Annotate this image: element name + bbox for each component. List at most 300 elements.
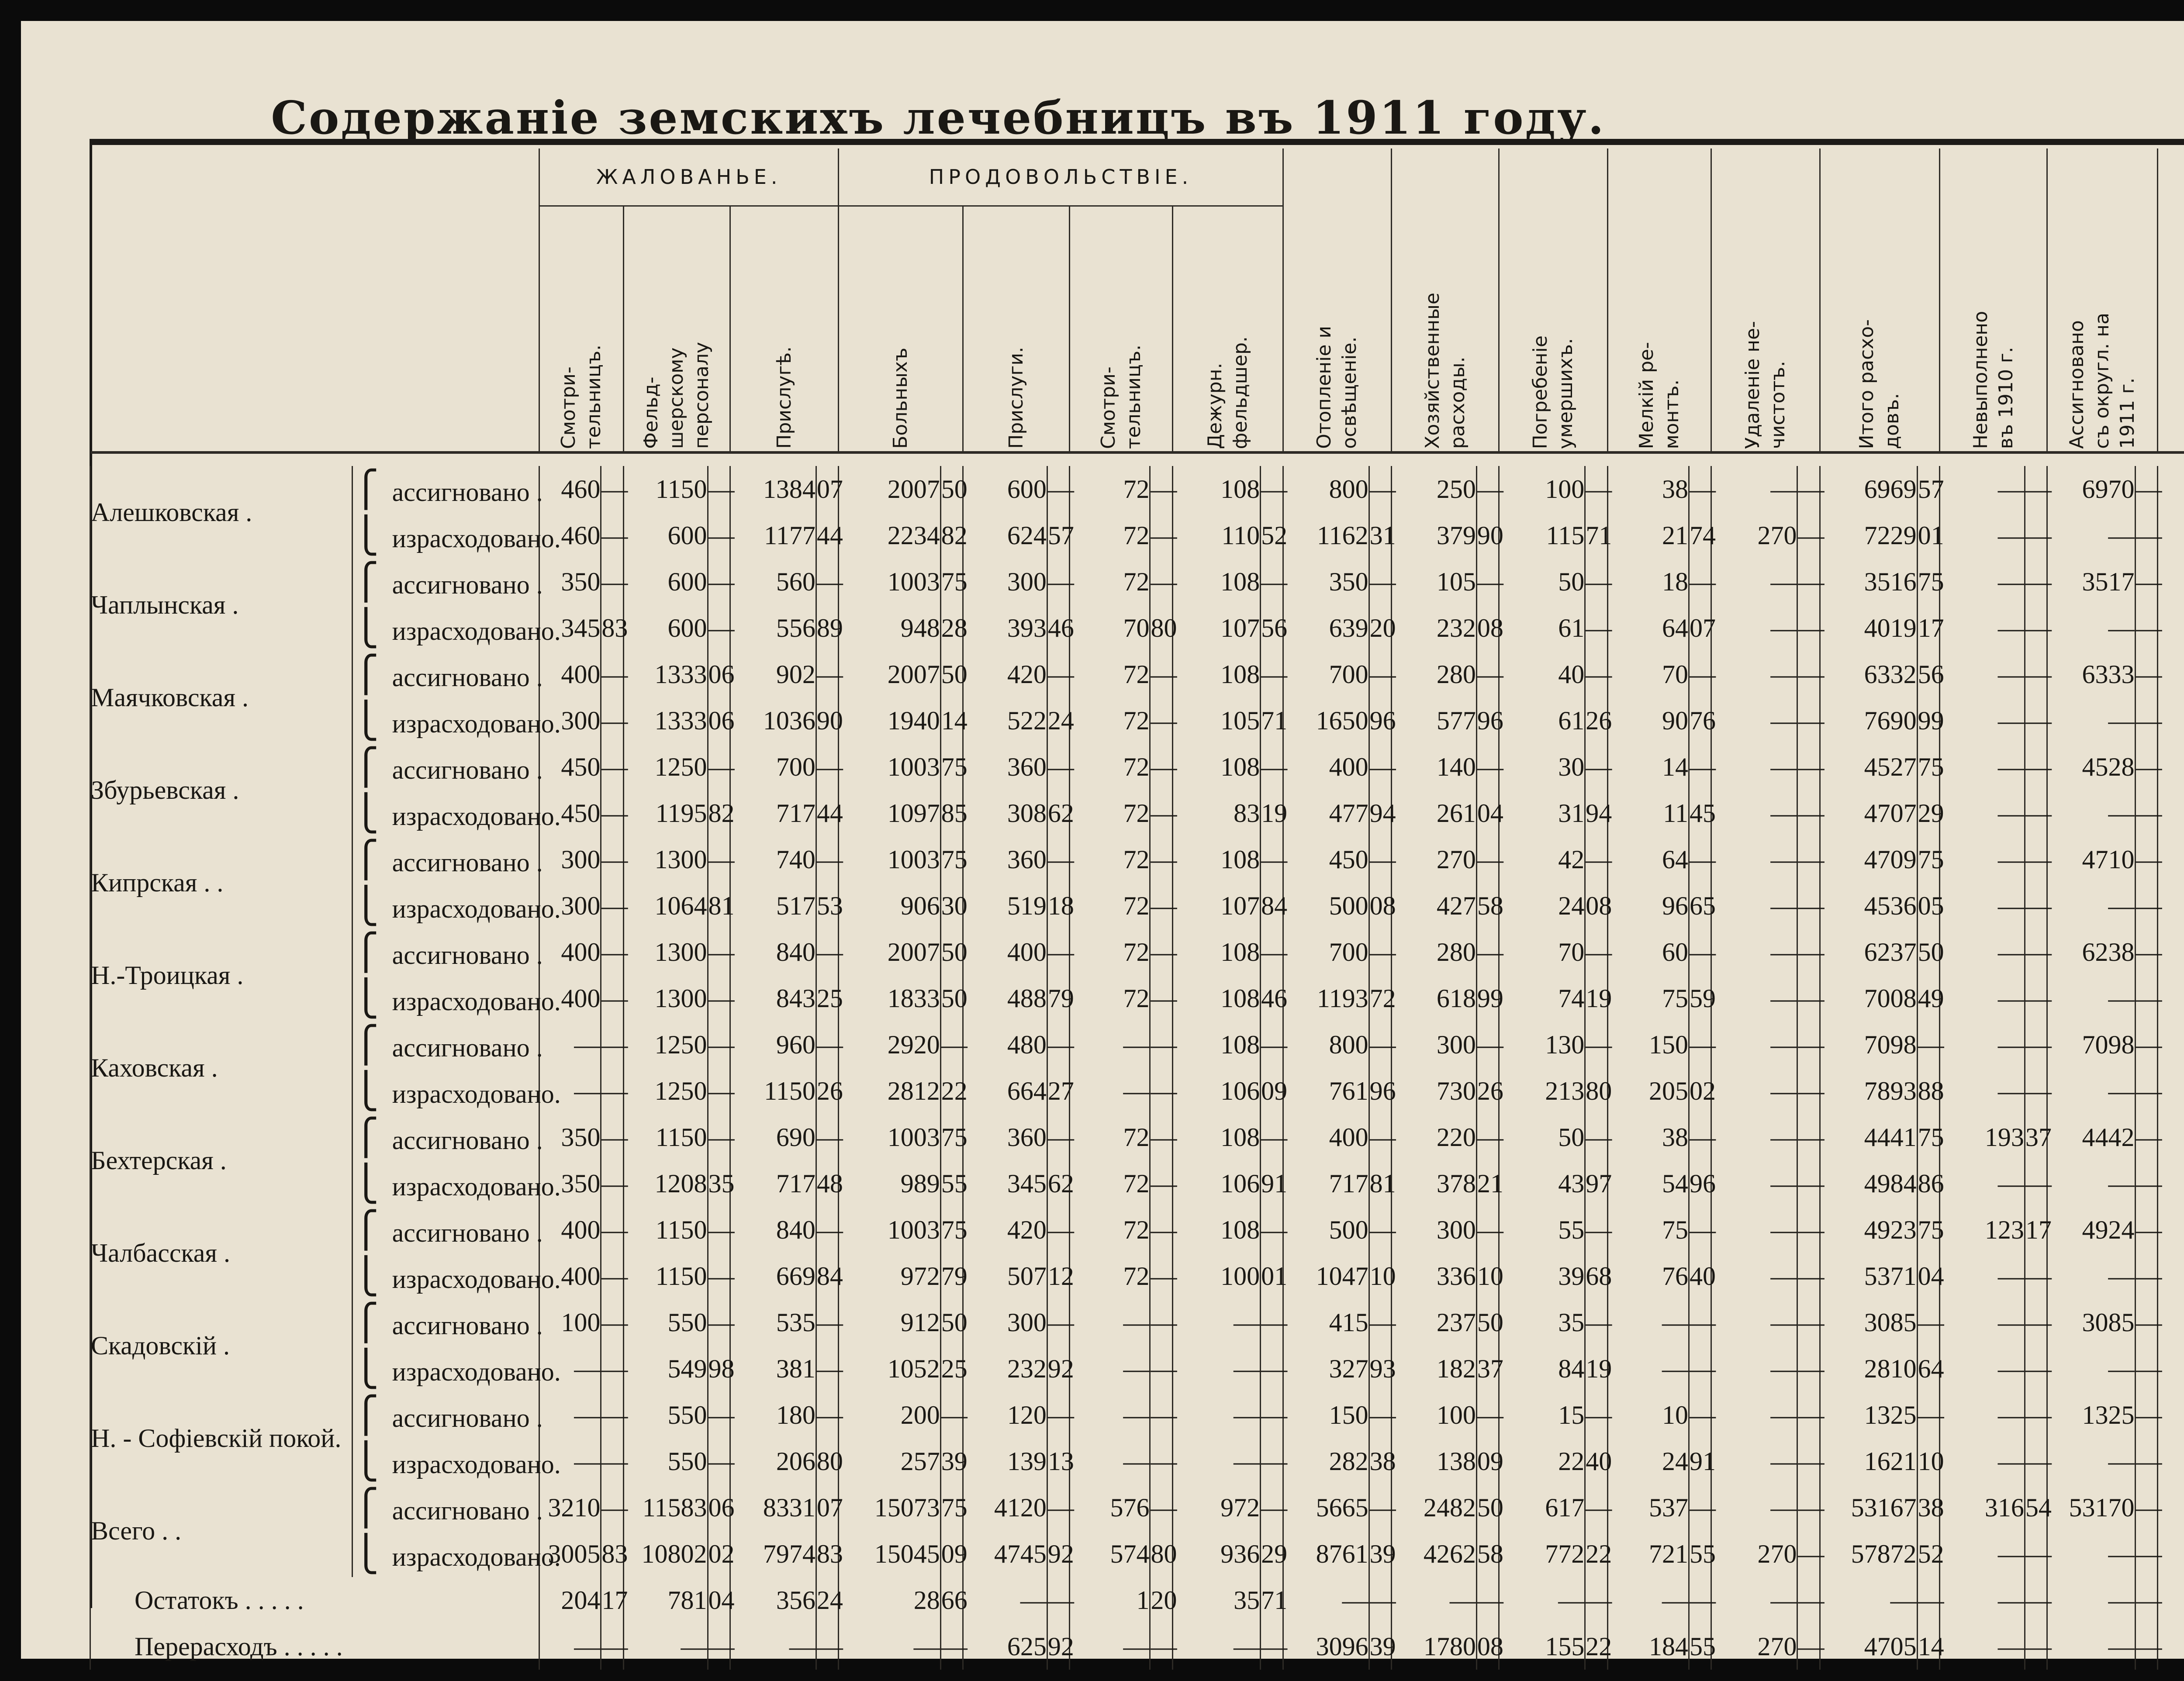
rubles-cell: — [1820, 1577, 1917, 1623]
rubles-cell: 4527 [1820, 744, 1917, 790]
kopecks-cell: — [1797, 1484, 1820, 1531]
rubles-cell: — [1070, 1022, 1150, 1068]
rubles-cell: 356 [730, 1577, 816, 1623]
kopecks-cell: 22 [1585, 1531, 1607, 1577]
kopecks-cell: — [2135, 744, 2157, 790]
kopecks-cell: 09 [1476, 1438, 1499, 1484]
kopecks-cell: — [1797, 1392, 1820, 1438]
rubles-cell: 902 [730, 651, 816, 697]
kopecks-cell: — [1689, 651, 1711, 697]
rubles-cell: 72 [1070, 790, 1150, 836]
row-type-text: ассигновано . [392, 941, 543, 970]
kopecks-cell: — [2025, 651, 2047, 697]
rubles-cell: 100 [1499, 466, 1585, 512]
kopecks-cell: — [601, 836, 623, 883]
kopecks-cell: 62 [1047, 1160, 1069, 1207]
row-type-label [352, 790, 561, 836]
kopecks-cell: 75 [940, 1207, 963, 1253]
rubles-cell: 549 [623, 1346, 708, 1392]
rubles-cell: 96 [1607, 883, 1689, 929]
kopecks-cell: — [2025, 1438, 2047, 1484]
kopecks-cell: 18 [1047, 883, 1069, 929]
kopecks-cell: — [1261, 929, 1283, 975]
column-header [839, 206, 963, 453]
rubles-cell: 3005 [539, 1531, 601, 1577]
rubles-cell: 4710 [2047, 836, 2135, 883]
table-row [90, 929, 2184, 975]
rubles-cell: 912 [839, 1299, 940, 1346]
kopecks-cell: 09 [940, 1531, 963, 1577]
rubles-cell: — [2047, 1346, 2135, 1392]
kopecks-cell: 50 [1917, 929, 1939, 975]
rubles-cell: — [1607, 1299, 1689, 1346]
rubles-cell: 700 [730, 744, 816, 790]
rubles-cell: — [1711, 1484, 1797, 1531]
rubles-cell: 35 [1172, 1577, 1260, 1623]
kopecks-cell: — [1369, 1392, 1391, 1438]
rubles-cell: 138 [1391, 1438, 1476, 1484]
rubles-cell: — [2047, 605, 2135, 651]
kopecks-cell: — [708, 744, 730, 790]
kopecks-cell: — [1369, 1484, 1391, 1531]
kopecks-cell: — [708, 1207, 730, 1253]
kopecks-cell: 93 [1369, 1346, 1391, 1392]
kopecks-cell: — [2025, 744, 2047, 790]
rubles-cell: 522 [963, 697, 1047, 744]
rubles-cell: 1177 [730, 512, 816, 559]
rubles-cell: — [539, 1022, 601, 1068]
kopecks-cell: 26 [816, 1068, 838, 1114]
kopecks-cell: 10 [1917, 1438, 1939, 1484]
kopecks-cell: — [2135, 1299, 2157, 1346]
kopecks-cell: — [1585, 1577, 1607, 1623]
kopecks-cell: — [1797, 975, 1820, 1022]
rubles-cell: — [1070, 1438, 1150, 1484]
rubles-cell: 460 [539, 466, 601, 512]
kopecks-cell: — [1797, 744, 1820, 790]
kopecks-cell: 25 [816, 975, 838, 1022]
kopecks-cell: — [1797, 1623, 1820, 1670]
rubles-cell: 15045 [839, 1531, 940, 1577]
rubles-cell: 4536 [1820, 883, 1917, 929]
kopecks-cell: 08 [1476, 605, 1499, 651]
kopecks-cell: — [1150, 929, 1172, 975]
kopecks-cell: — [1797, 1438, 1820, 1484]
rubles-cell: 4019 [1820, 605, 1917, 651]
row-type-text: израсходовано. [392, 1450, 561, 1479]
table-row [90, 1207, 2184, 1253]
rubles-cell: — [1939, 1022, 2025, 1068]
column-header [2047, 148, 2158, 452]
kopecks-cell: 39 [940, 1438, 963, 1484]
rubles-cell: 400 [539, 1207, 601, 1253]
rubles-cell: 72 [1070, 697, 1150, 744]
kopecks-cell: — [1797, 1068, 1820, 1114]
kopecks-cell: — [1047, 1207, 1069, 1253]
kopecks-cell: — [1150, 883, 1172, 929]
rubles-cell: 72 [1070, 651, 1150, 697]
column-header-label: Смотри- тельницъ. [557, 344, 605, 449]
rubles-cell: 40 [1499, 651, 1585, 697]
rubles-cell: — [1939, 975, 2025, 1022]
rubles-cell: 1193 [1283, 975, 1369, 1022]
rubles-cell: 517 [730, 883, 816, 929]
kopecks-cell: — [1476, 466, 1499, 512]
kopecks-cell: — [1150, 1207, 1172, 1253]
rubles-cell: 1384 [730, 466, 816, 512]
rubles-cell: 35 [1499, 1299, 1585, 1346]
kopecks-cell: 62 [1047, 790, 1069, 836]
rubles-cell: 1150 [730, 1068, 816, 1114]
rubles-cell: 4707 [1820, 790, 1917, 836]
summary-row [90, 1623, 2184, 1670]
table-row [90, 1299, 2184, 1346]
kopecks-cell: — [1797, 1022, 1820, 1068]
rubles-cell: 840 [730, 929, 816, 975]
column-header [1939, 148, 2047, 452]
rubles-cell: 1162 [1283, 512, 1369, 559]
row-type-text: израсходовано. [392, 987, 561, 1016]
kopecks-cell: 89 [816, 605, 838, 651]
rubles-cell: — [1939, 697, 2025, 744]
kopecks-cell: — [816, 1346, 838, 1392]
rubles-cell: — [730, 1623, 816, 1670]
table-row [90, 1068, 2184, 1114]
table-row [90, 1531, 2184, 1577]
kopecks-cell: — [1797, 466, 1820, 512]
summary-row [90, 1577, 2184, 1623]
kopecks-cell: — [1585, 836, 1607, 883]
kopecks-cell: — [1797, 1207, 1820, 1253]
row-type-label [352, 1207, 543, 1253]
rubles-cell: — [1711, 883, 1797, 929]
kopecks-cell: — [1797, 697, 1820, 744]
rubles-cell: — [1172, 1299, 1260, 1346]
kopecks-cell: — [1797, 559, 1820, 605]
kopecks-cell: 44 [816, 512, 838, 559]
kopecks-cell: — [816, 1022, 838, 1068]
kopecks-cell: — [708, 512, 730, 559]
rubles-cell: 624 [963, 512, 1047, 559]
kopecks-cell: — [1689, 1577, 1711, 1623]
kopecks-cell: — [601, 466, 623, 512]
column-header [2157, 148, 2184, 452]
kopecks-cell: — [1369, 1577, 1391, 1623]
kopecks-cell: — [1797, 836, 1820, 883]
kopecks-cell: 52 [1261, 512, 1283, 559]
rubles-cell: — [2047, 1577, 2135, 1623]
rubles-cell: 300 [539, 883, 601, 929]
kopecks-cell: — [1689, 744, 1711, 790]
rubles-cell: 1195 [623, 790, 708, 836]
column-header-label: Фельд- шерскому персоналу [640, 342, 713, 449]
kopecks-cell: 75 [940, 1114, 963, 1160]
rubles-cell: 1650 [1283, 697, 1369, 744]
rubles-cell: 600 [623, 512, 708, 559]
kopecks-cell: — [2135, 1392, 2157, 1438]
column-header-label: Невыполнено въ 1910 г. [1969, 311, 2017, 449]
rubles-cell: 577 [1391, 697, 1476, 744]
kopecks-cell: — [1797, 1160, 1820, 1207]
column-header [1820, 148, 1939, 452]
rubles-cell: 700 [1283, 651, 1369, 697]
rubles-cell: 450 [539, 790, 601, 836]
rubles-cell: 50 [1499, 559, 1585, 605]
brace-icon: ⎩ [352, 1443, 379, 1481]
kopecks-cell: — [601, 512, 623, 559]
rubles-cell: 72 [1070, 883, 1150, 929]
column-header [1607, 148, 1711, 452]
rubles-cell: 232 [963, 1346, 1047, 1392]
rubles-cell: 64 [1607, 836, 1689, 883]
kopecks-cell: — [2135, 883, 2157, 929]
kopecks-cell: 10 [1369, 1253, 1391, 1299]
rubles-cell: — [2047, 697, 2135, 744]
rubles-cell: — [539, 1438, 601, 1484]
kopecks-cell: — [1047, 1299, 1069, 1346]
kopecks-cell: 08 [1369, 883, 1391, 929]
kopecks-cell: — [1047, 929, 1069, 975]
table-row [90, 790, 2184, 836]
kopecks-cell: 68 [1585, 1253, 1607, 1299]
kopecks-cell: — [1150, 1299, 1172, 1346]
kopecks-cell: 66 [940, 1577, 963, 1623]
rubles-cell: — [1711, 1068, 1797, 1114]
kopecks-cell: — [816, 1392, 838, 1438]
rubles-cell: 300 [963, 1299, 1047, 1346]
rubles-cell: 772 [1499, 1531, 1585, 1577]
kopecks-cell: — [1150, 559, 1172, 605]
kopecks-cell: — [601, 1392, 623, 1438]
rubles-cell: 1064 [623, 883, 708, 929]
column-header [963, 206, 1070, 453]
rubles-cell: — [1939, 1068, 2025, 1114]
kopecks-cell: — [1150, 1623, 1172, 1670]
kopecks-cell: 19 [1585, 975, 1607, 1022]
rubles-cell: 4924 [2047, 1207, 2135, 1253]
kopecks-cell: 04 [1476, 790, 1499, 836]
kopecks-cell: 86 [1917, 1160, 1939, 1207]
rubles-cell: 1150 [623, 1253, 708, 1299]
kopecks-cell: — [1917, 1299, 1939, 1346]
rubles-cell: 115 [1499, 512, 1585, 559]
rubles-cell: 3210 [539, 1484, 601, 1531]
rubles-cell: 75 [1607, 975, 1689, 1022]
rubles-cell: — [2047, 975, 2135, 1022]
column-header [1070, 206, 1173, 453]
kopecks-cell: 94 [1585, 790, 1607, 836]
table-row [90, 836, 2184, 883]
kopecks-cell: 48 [816, 1160, 838, 1207]
kopecks-cell: — [1689, 1392, 1711, 1438]
rubles-cell: 1150 [623, 1114, 708, 1160]
kopecks-cell: 21 [1476, 1160, 1499, 1207]
kopecks-cell: 44 [816, 790, 838, 836]
kopecks-cell: — [1369, 1207, 1391, 1253]
brace-icon: ⎧ [352, 1118, 379, 1157]
rubles-cell: 800 [1283, 466, 1369, 512]
rubles-cell: 205 [1607, 1068, 1689, 1114]
rubles-cell: 70 [1607, 651, 1689, 697]
row-type-label [352, 744, 543, 790]
brace-icon: ⎧ [352, 1211, 379, 1250]
kopecks-cell: — [1047, 1484, 1069, 1531]
row-type-text: ассигновано . [392, 1033, 543, 1062]
kopecks-cell: 19 [1261, 790, 1283, 836]
rubles-cell: 1940 [839, 697, 940, 744]
rubles-cell: — [539, 1623, 601, 1670]
kopecks-cell: — [2135, 1484, 2157, 1531]
kopecks-cell: — [2135, 1346, 2157, 1392]
rubles-cell: — [1939, 651, 2025, 697]
kopecks-cell: 79 [940, 1253, 963, 1299]
brace-icon: ⎧ [352, 1026, 379, 1064]
rubles-cell: 206 [730, 1438, 816, 1484]
rubles-cell: 669 [730, 1253, 816, 1299]
rubles-cell: 39 [1499, 1253, 1585, 1299]
kopecks-cell: — [1476, 1392, 1499, 1438]
kopecks-cell: — [1476, 929, 1499, 975]
kopecks-cell: 64 [1917, 1346, 1939, 1392]
table-row [90, 1160, 2184, 1207]
kopecks-cell: — [1261, 836, 1283, 883]
kopecks-cell: — [601, 1346, 623, 1392]
kopecks-cell: — [708, 1623, 730, 1670]
kopecks-cell: — [2025, 836, 2047, 883]
row-type-text: израсходовано. [392, 894, 561, 923]
kopecks-cell: 46 [1047, 605, 1069, 651]
kopecks-cell: — [708, 1022, 730, 1068]
rubles-cell: 3085 [1820, 1299, 1917, 1346]
kopecks-cell: — [1150, 512, 1172, 559]
rubles-cell: 574 [1070, 1531, 1150, 1577]
rubles-cell: — [1607, 1346, 1689, 1392]
rubles-cell: 108 [1172, 836, 1260, 883]
rubles-cell: — [1711, 1577, 1797, 1623]
rubles-cell: — [1391, 1577, 1476, 1623]
rubles-cell: 843 [730, 975, 816, 1022]
rubles-cell: 1097 [839, 790, 940, 836]
kopecks-cell: — [2025, 1253, 2047, 1299]
row-type-text: израсходовано. [392, 1357, 561, 1386]
kopecks-cell: — [2135, 1253, 2157, 1299]
kopecks-cell: 08 [1585, 883, 1607, 929]
kopecks-cell: — [708, 1299, 730, 1346]
rubles-cell: 4709 [1820, 836, 1917, 883]
kopecks-cell: 38 [1917, 1484, 1939, 1531]
brace-icon: ⎩ [352, 1072, 379, 1111]
kopecks-cell: — [1150, 1253, 1172, 1299]
rubles-cell: 378 [1391, 1160, 1476, 1207]
rubles-cell: 717 [730, 1160, 816, 1207]
kopecks-cell: — [601, 744, 623, 790]
kopecks-cell: — [1150, 975, 1172, 1022]
column-header-label: Дежурн. фельдшер. [1203, 336, 1251, 449]
rubles-cell: 379 [1391, 512, 1476, 559]
kopecks-cell: — [816, 1623, 838, 1670]
kopecks-cell: 01 [1917, 512, 1939, 559]
table-row [90, 697, 2184, 744]
rubles-cell: 972 [1172, 1484, 1260, 1531]
rubles-cell: 100 [1172, 1253, 1260, 1299]
kopecks-cell: 02 [1689, 1068, 1711, 1114]
rubles-cell: 1300 [623, 836, 708, 883]
kopecks-cell: 71 [1261, 697, 1283, 744]
kopecks-cell: — [1689, 466, 1711, 512]
kopecks-cell: 30 [940, 883, 963, 929]
rubles-cell: — [1711, 744, 1797, 790]
kopecks-cell: — [1047, 1577, 1069, 1623]
kopecks-cell: 19 [1585, 1346, 1607, 1392]
row-type-text: ассигновано . [392, 848, 543, 877]
kopecks-cell: 75 [1917, 836, 1939, 883]
row-type-label [352, 1253, 561, 1299]
kopecks-cell: 24 [816, 1577, 838, 1623]
rubles-cell: — [1711, 1253, 1797, 1299]
rubles-cell: — [1711, 1438, 1797, 1484]
rubles-cell: 108 [1172, 929, 1260, 975]
kopecks-cell: — [2025, 1299, 2047, 1346]
rubles-cell: 393 [963, 605, 1047, 651]
row-type-label [352, 1392, 543, 1438]
kopecks-cell: 94 [1369, 790, 1391, 836]
kopecks-cell: — [1585, 651, 1607, 697]
kopecks-cell: 01 [1261, 1253, 1283, 1299]
hospital-name: Н. - Софіевскій покой. [90, 1392, 352, 1484]
kopecks-cell: 80 [816, 1438, 838, 1484]
kopecks-cell: 40 [1585, 1438, 1607, 1484]
kopecks-cell: — [2025, 1577, 2047, 1623]
kopecks-cell: 56 [1261, 605, 1283, 651]
kopecks-cell: 17 [2025, 1207, 2047, 1253]
rubles-cell: 280 [1391, 651, 1476, 697]
rubles-cell: 617 [1499, 1484, 1585, 1531]
rubles-cell: 740 [730, 836, 816, 883]
row-type-label [352, 1114, 543, 1160]
rubles-cell: 336 [1391, 1253, 1476, 1299]
kopecks-cell: — [2025, 1160, 2047, 1207]
kopecks-cell: 50 [940, 651, 963, 697]
rubles-cell: 360 [963, 744, 1047, 790]
kopecks-cell: — [601, 1299, 623, 1346]
kopecks-cell: 92 [1047, 1623, 1069, 1670]
rubles-cell: 948 [839, 605, 940, 651]
kopecks-cell: — [1150, 790, 1172, 836]
rubles-cell: 7229 [1820, 512, 1917, 559]
rubles-cell: — [1939, 1531, 2025, 1577]
row-type-text: израсходовано. [392, 709, 561, 738]
kopecks-cell: 71 [1585, 512, 1607, 559]
rubles-cell: — [2047, 1438, 2135, 1484]
kopecks-cell: — [816, 1114, 838, 1160]
kopecks-cell: — [601, 1114, 623, 1160]
rubles-cell: — [1711, 1160, 1797, 1207]
rubles-cell: 261 [1391, 790, 1476, 836]
row-type-label [352, 559, 543, 605]
kopecks-cell: — [1476, 1114, 1499, 1160]
table-row [90, 1392, 2184, 1438]
rubles-cell: 556 [730, 605, 816, 651]
row-type-text: ассигновано . [392, 663, 543, 692]
rubles-cell: 300 [1391, 1207, 1476, 1253]
rubles-cell: 8761 [1283, 1531, 1369, 1577]
row-type-label [352, 1068, 561, 1114]
rubles-cell: 618 [1391, 975, 1476, 1022]
rubles-cell: 270 [1391, 836, 1476, 883]
kopecks-cell: — [601, 1484, 623, 1531]
column-header-label: Прислугѣ. [773, 346, 795, 449]
rubles-cell: 2007 [839, 466, 940, 512]
